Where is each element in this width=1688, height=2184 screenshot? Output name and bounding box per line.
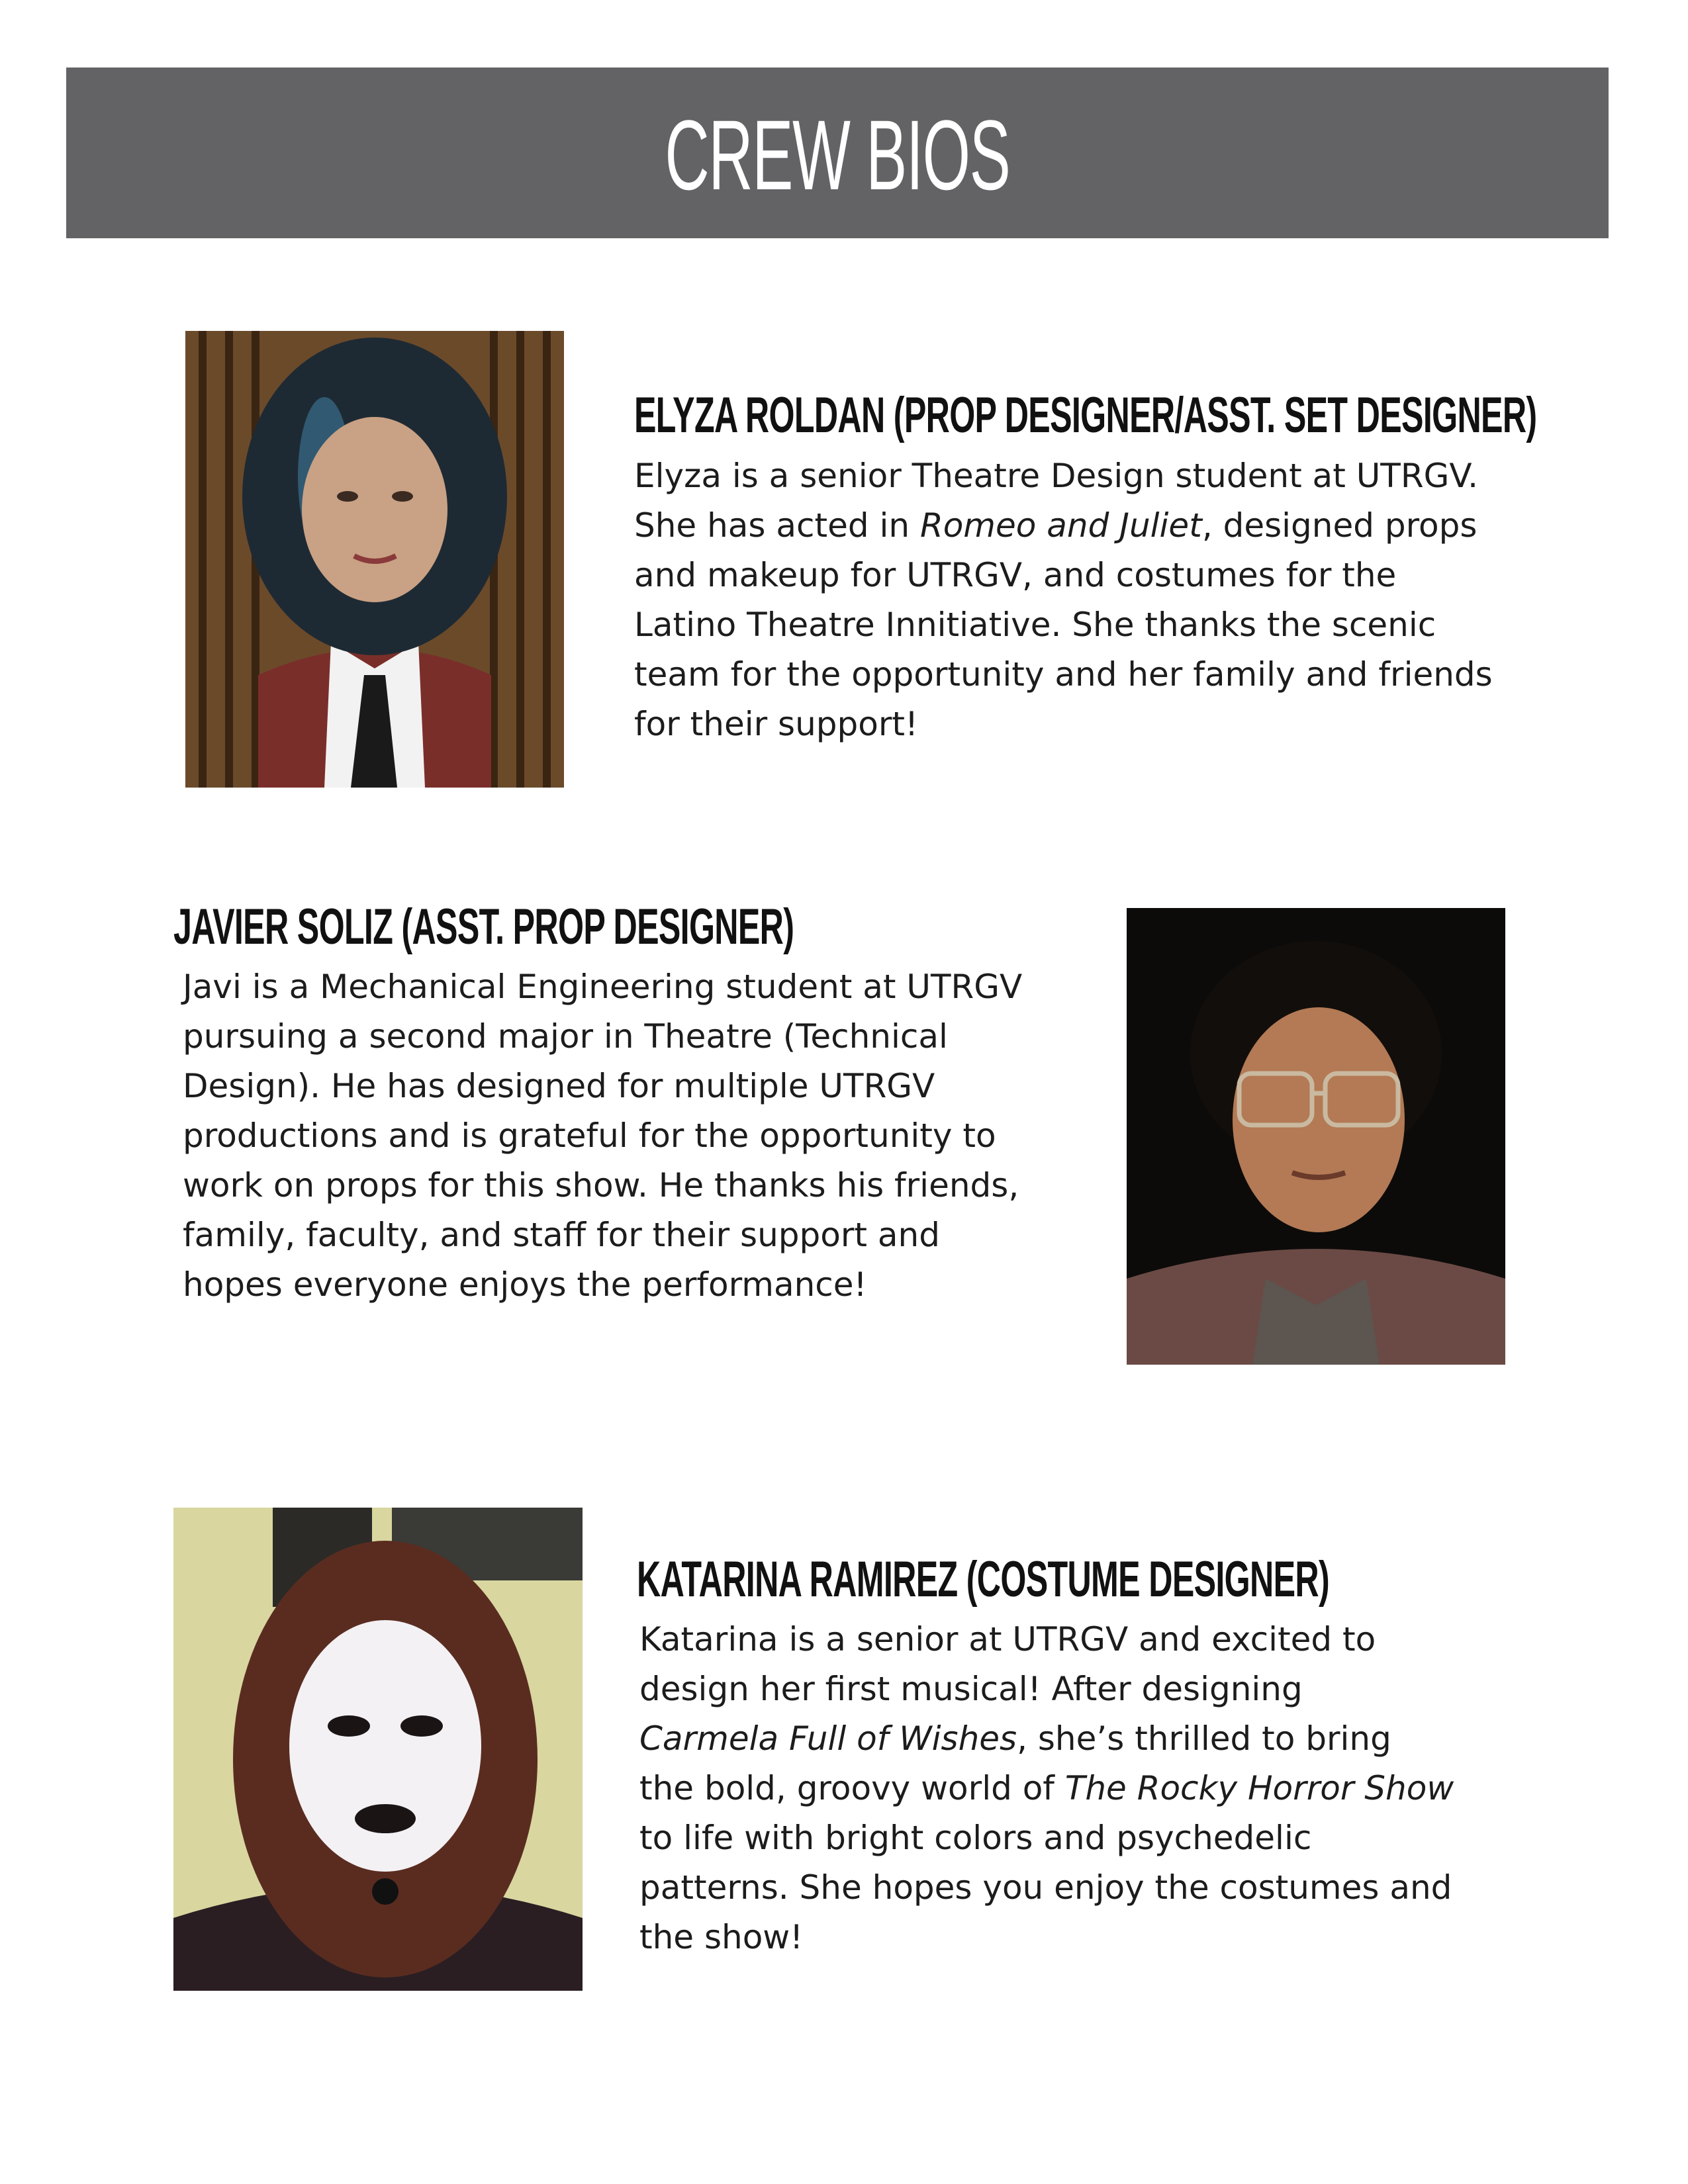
- bio-text: [183, 962, 1022, 1310]
- bio-line: [634, 551, 1493, 600]
- bio-segment: work on props for this show. He thanks his friends,: [183, 1166, 1019, 1205]
- bio-segment: Latino Theatre Innitiative. She thanks the scenic: [634, 606, 1436, 644]
- portrait-image: [1127, 908, 1505, 1365]
- bio-line: [634, 650, 1493, 700]
- bio-segment: for their support!: [634, 705, 919, 743]
- photo-javier-soliz: [1127, 908, 1505, 1365]
- work-title: Romeo and Juliet: [919, 506, 1202, 545]
- bio-line: [639, 1813, 1454, 1863]
- photo-elyza-roldan: [185, 331, 564, 788]
- portrait-image: [185, 331, 564, 788]
- bio-line: [183, 1012, 1022, 1062]
- bio-segment: family, faculty, and staff for their support and: [183, 1216, 940, 1254]
- bio-name: JAVIER SOLIZ (ASST. PROP DESIGNER): [173, 899, 794, 955]
- photo-katarina-ramirez: [173, 1508, 583, 1991]
- bio-line: [639, 1863, 1454, 1913]
- bio-segment: Elyza is a senior Theatre Design student at UTRGV.: [634, 457, 1478, 495]
- bio-segment: Katarina is a senior at UTRGV and excited to: [639, 1620, 1376, 1659]
- bio-segment: , designed props: [1201, 506, 1477, 545]
- bio-segment: , she’s thrilled to bring: [1017, 1719, 1391, 1758]
- bio-segment: Design). He has designed for multiple UTRGV: [183, 1067, 935, 1105]
- bio-segment: patterns. She hopes you enjoy the costumes and: [639, 1868, 1452, 1907]
- bio-line: [183, 1161, 1022, 1210]
- bio-text: [639, 1615, 1454, 1962]
- bio-segment: productions and is grateful for the opportunity to: [183, 1116, 996, 1155]
- header-banner: [66, 68, 1609, 238]
- bio-name: ELYZA ROLDAN (PROP DESIGNER/ASST. SET DESIGNER): [634, 387, 1537, 443]
- bio-line: [183, 1260, 1022, 1310]
- bio-segment: to life with bright colors and psychedelic: [639, 1819, 1312, 1857]
- bio-segment: design her first musical! After designing: [639, 1670, 1303, 1708]
- bio-segment: pursuing a second major in Theatre (Technical: [183, 1017, 948, 1056]
- bio-line: [183, 962, 1022, 1012]
- bio-segment: the show!: [639, 1918, 804, 1956]
- work-title: Carmela Full of Wishes: [639, 1719, 1017, 1758]
- portrait-image: [173, 1508, 583, 1991]
- page-title: CREW BIOS: [665, 99, 1010, 210]
- bio-segment: team for the opportunity and her family and friends: [634, 655, 1493, 694]
- work-title: The Rocky Horror Show: [1064, 1769, 1454, 1807]
- bio-text: [634, 451, 1493, 749]
- bio-line: [639, 1664, 1454, 1714]
- bio-segment: hopes everyone enjoys the performance!: [183, 1265, 867, 1304]
- bio-segment: the bold, groovy world of: [639, 1769, 1065, 1807]
- bio-segment: Javi is a Mechanical Engineering student at UTRGV: [183, 968, 1023, 1006]
- bio-segment: and makeup for UTRGV, and costumes for the: [634, 556, 1397, 594]
- bio-line: [639, 1714, 1454, 1764]
- bio-line: [183, 1111, 1022, 1161]
- bio-name: KATARINA RAMIREZ (COSTUME DESIGNER): [637, 1551, 1330, 1608]
- bio-segment: She has acted in: [634, 506, 920, 545]
- bio-line: [634, 501, 1493, 551]
- bio-line: [634, 451, 1493, 501]
- bio-line: [634, 700, 1493, 749]
- bio-line: [183, 1062, 1022, 1111]
- bio-line: [639, 1764, 1454, 1813]
- bio-line: [639, 1913, 1454, 1962]
- bio-line: [639, 1615, 1454, 1664]
- bio-line: [183, 1210, 1022, 1260]
- bio-line: [634, 600, 1493, 650]
